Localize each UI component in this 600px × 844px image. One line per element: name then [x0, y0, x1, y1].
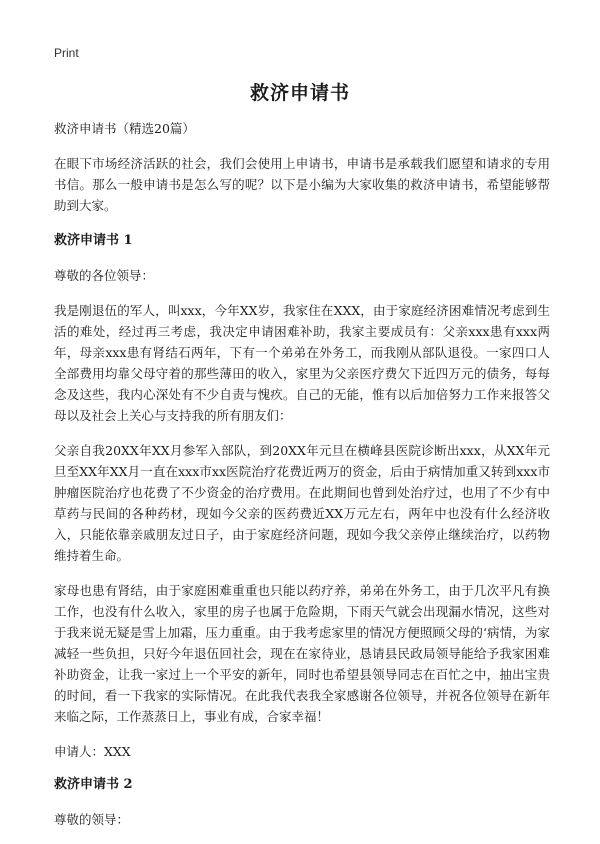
applicant-signature: 申请人：XXX — [54, 744, 131, 759]
document-body — [54, 118, 550, 844]
body-paragraph: 父亲自我20XX年XX月参军入部队，到20XX年元旦在横峰县医院诊断出xxx，从XX年元旦至XX年XX月一直在xxx市xx医院治疗花费近两万的资金，后由于病情加重又转到xxx市肿瘤医院治疗也花费了不少资金的治疗费用。在此期间也曾到处治疗过，也用了不少有中草药与民间的各种药材，现如今父亲的医药费近XX万元左右，两年中也没有什么经济收入，只能依靠亲戚朋友过日子，由于家庭经济问题，现如今我父亲停止继续治疗，以药物维持着生命。 — [54, 443, 550, 563]
print-link[interactable]: Print — [54, 46, 79, 60]
page-title: 救济申请书 — [249, 82, 350, 104]
intro-paragraph: 在眼下市场经济活跃的社会，我们会使用上申请书，申请书是承载我们愿望和请求的专用书信。那么一般申请书是怎么写的呢？以下是小编为大家收集的救济申请书，希望能够帮助到大家。 — [54, 156, 550, 213]
salutation-1: 尊敬的各位领导： — [54, 268, 155, 283]
body-paragraph: 我是刚退伍的军人，叫xxx，今年XX岁，我家住在XXX，由于家庭经济困难情况考虑到生活的难处，经过再三考虑，我决定申请困难补助，我家主要成员有：父亲xxx患有xxx两年，母亲xxx患有肾结石两年，下有一个弟弟在外务工，而我刚从部队退役。一家四口人全部费用均靠父母守着的那些薄田的收入，家里为父亲医疗费欠下近四万元的债务，每每念及这些，我内心深处有不少自责与愧疚。自己的无能，惟有以后加倍努力工作来报答父母以及社会上关心与支持我的所有朋友们： — [54, 303, 550, 423]
section-heading-2: 救济申请书 2 — [54, 777, 133, 792]
salutation-2: 尊敬的领导： — [54, 812, 130, 827]
document-subtitle: 救济申请书（精选20篇） — [54, 121, 195, 136]
section-heading-1: 救济申请书 1 — [54, 233, 133, 248]
body-paragraph: 家母也患有肾结，由于家庭困难重重也只能以药疗养，弟弟在外务工，由于几次平凡有换工作，也没有什么收入，家里的房子也属于危险期，下雨天气就会出现漏水情况，这些对于我来说无疑是雪上加霜，压力重重。由于我考虑家里的情况方便照顾父母的‘病情，为家减轻一些负担，只好今年退伍回社会，现在在家待业，恳请县民政局领导能给予我家困难补助资金，让我一家过上一个平安的新年，同时也希望县领导同志在百忙之中，抽出宝贵的时间，看一下我家的实际情况。在此我代表我全家感谢各位领导，并祝各位领导在新年来临之际，工作蒸蒸日上，事业有成，合家幸福！ — [54, 583, 550, 724]
